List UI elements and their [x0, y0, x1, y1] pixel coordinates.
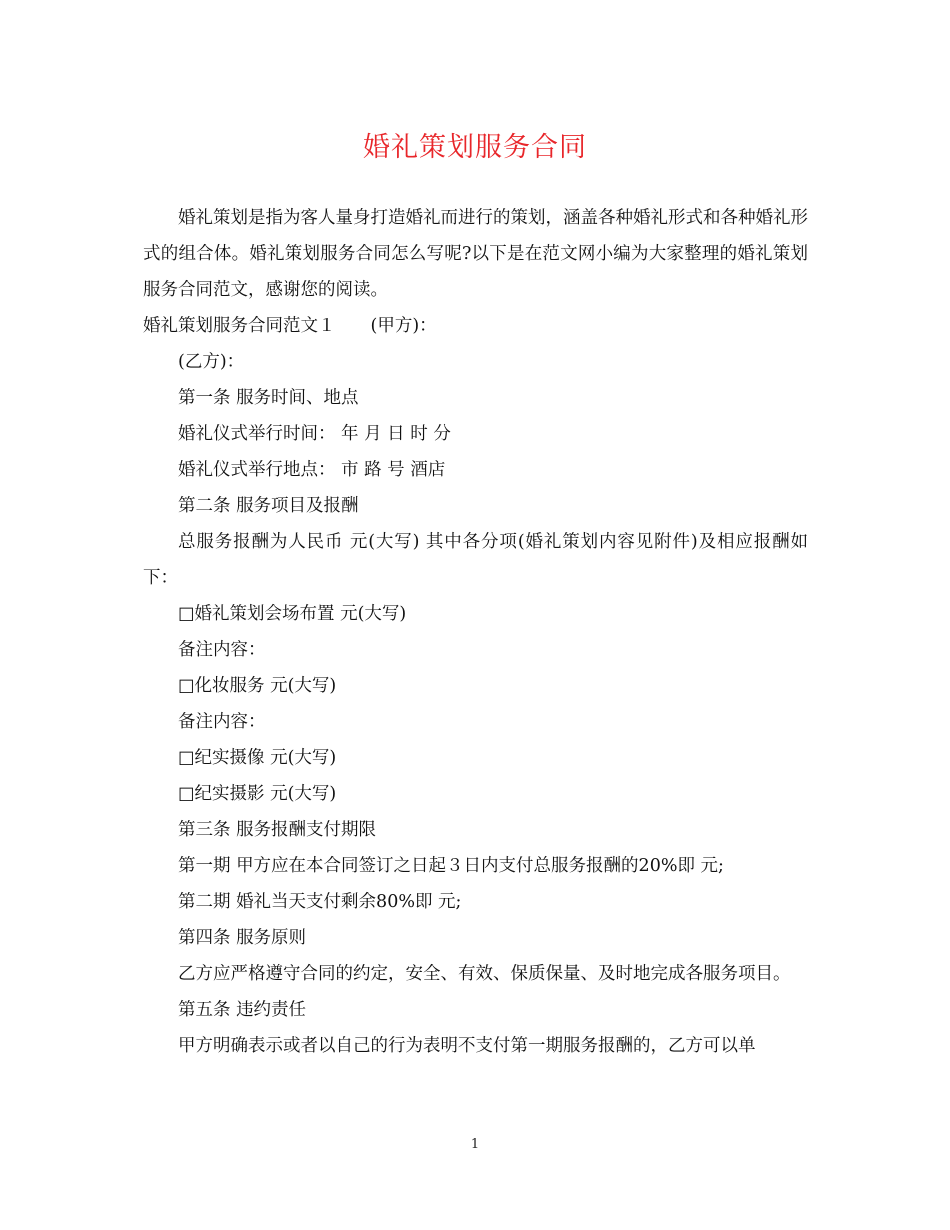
remarks-1: 备注内容：	[178, 640, 266, 660]
paragraph-party-a: 婚礼策划服务合同范文１ (甲方)：	[143, 316, 437, 336]
breach-liability-text: 甲方明确表示或者以自己的行为表明不支付第一期服务报酬的，乙方可以单	[178, 1036, 756, 1056]
item-venue-decoration: □婚礼策划会场布置 元(大写)	[178, 604, 407, 624]
paragraph-party-b: (乙方)：	[178, 352, 245, 372]
ceremony-location: 婚礼仪式举行地点： 市 路 号 酒店	[178, 460, 446, 480]
clause-4-heading: 第四条 服务原则	[178, 928, 307, 948]
item-videography: □纪实摄像 元(大写)	[178, 748, 337, 768]
document-body	[143, 200, 808, 1064]
clause-2-heading: 第二条 服务项目及报酬	[178, 496, 359, 516]
page-number: 1	[470, 1137, 480, 1152]
clause-1-heading: 第一条 服务时间、地点	[178, 388, 359, 408]
document-title: 婚礼策划服务合同	[363, 132, 587, 163]
item-makeup: □化妆服务 元(大写)	[178, 676, 337, 696]
service-principle-text: 乙方应严格遵守合同的约定，安全、有效、保质保量、及时地完成各服务项目。	[178, 964, 791, 984]
item-photography: □纪实摄影 元(大写)	[178, 784, 337, 804]
payment-phase-2: 第二期 婚礼当天支付剩余80%即 元;	[178, 892, 462, 912]
total-fee-paragraph: 总服务报酬为人民币 元(大写) 其中各分项(婚礼策划内容见附件)及相应报酬如下：	[143, 532, 808, 588]
paragraph-intro: 婚礼策划是指为客人量身打造婚礼而进行的策划，涵盖各种婚礼形式和各种婚礼形式的组合体。婚礼策划服务合同怎么写呢?以下是在范文网小编为大家整理的婚礼策划服务合同范文，感谢您的阅读。	[143, 208, 808, 300]
payment-phase-1: 第一期 甲方应在本合同签订之日起３日内支付总服务报酬的20%即 元;	[178, 856, 724, 876]
clause-3-heading: 第三条 服务报酬支付期限	[178, 820, 377, 840]
remarks-2: 备注内容：	[178, 712, 266, 732]
ceremony-time: 婚礼仪式举行时间： 年 月 日 时 分	[178, 424, 451, 444]
clause-5-heading: 第五条 违约责任	[178, 1000, 307, 1020]
